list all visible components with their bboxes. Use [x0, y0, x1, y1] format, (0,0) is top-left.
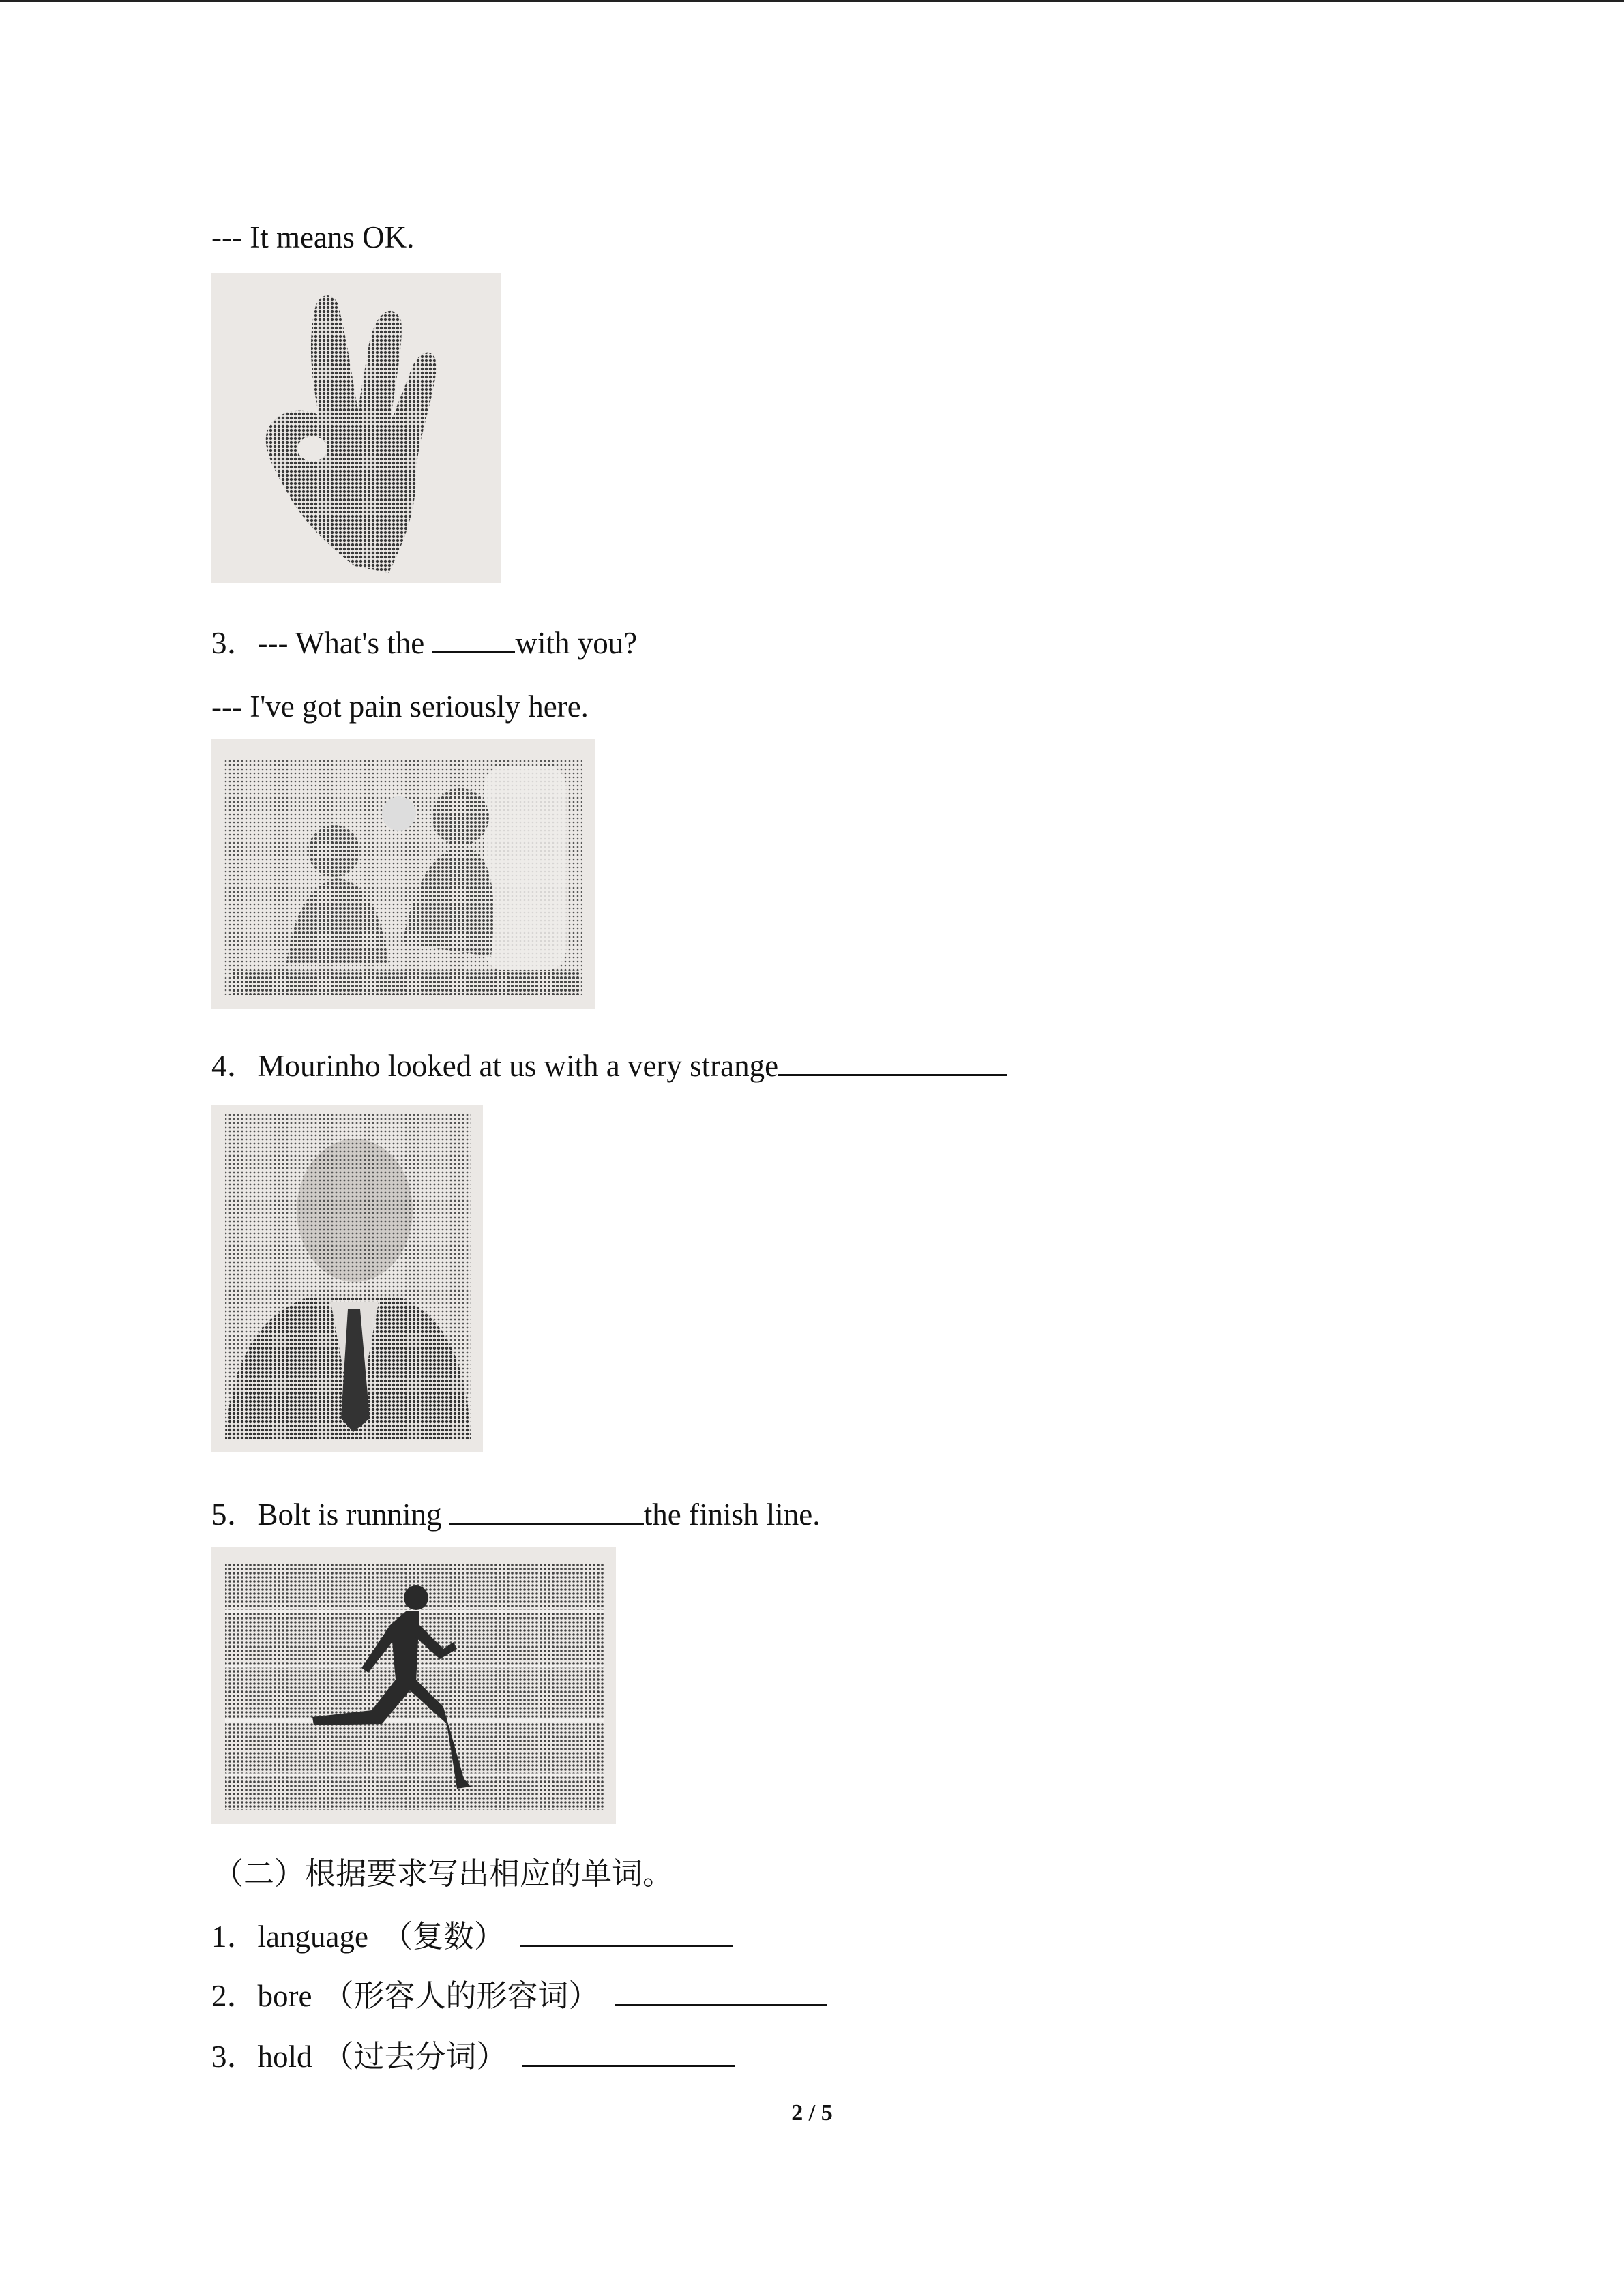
q5-question	[211, 1495, 821, 1534]
item2-blank[interactable]	[615, 1977, 827, 2006]
q4-blank[interactable]	[778, 1047, 1007, 1076]
item3-hint: （过去分词）	[323, 2040, 507, 2074]
item3-word: hold	[257, 2040, 312, 2074]
q5-text-before: Bolt is running	[257, 1497, 449, 1532]
q5-text-after: the finish line.	[643, 1497, 821, 1532]
q5-number: 5．	[211, 1497, 258, 1532]
section2-item-1	[211, 1918, 733, 1956]
q5-blank[interactable]	[449, 1495, 644, 1525]
section2-title: （二）根据要求写出相应的单词。	[213, 1857, 674, 1891]
item2-hint: （形容人的形容词）	[323, 1979, 600, 2013]
item3-blank[interactable]	[522, 2038, 735, 2067]
q3-question	[211, 624, 637, 662]
q4-question	[211, 1047, 1007, 1085]
q3-answer: --- I've got pain seriously here.	[211, 689, 589, 724]
q3-blank[interactable]	[432, 624, 515, 653]
doctor-patient-photo	[211, 739, 595, 1009]
q3-text-after: with you?	[515, 626, 638, 660]
runner-photo	[211, 1547, 616, 1824]
q2-answer: --- It means OK.	[211, 220, 415, 254]
page-top-border	[0, 0, 1624, 2]
mourinho-photo	[211, 1105, 483, 1452]
item1-word: language	[257, 1920, 368, 1954]
item1-hint: （复数）	[381, 1920, 505, 1954]
item1-number: 1．	[211, 1920, 258, 1954]
q4-text: Mourinho looked at us with a very strange	[257, 1049, 779, 1083]
ok-hand-photo	[211, 273, 501, 583]
item3-number: 3．	[211, 2040, 258, 2074]
section2-item-3	[211, 2038, 735, 2076]
item2-word: bore	[257, 1979, 312, 2013]
item1-blank[interactable]	[520, 1918, 733, 1947]
item2-number: 2．	[211, 1979, 258, 2013]
q4-number: 4．	[211, 1049, 258, 1083]
page-number: 2 / 5	[791, 2100, 833, 2126]
section2-item-2	[211, 1977, 827, 2015]
q3-text-before: --- What's the	[257, 626, 432, 660]
q3-number: 3．	[211, 626, 258, 660]
